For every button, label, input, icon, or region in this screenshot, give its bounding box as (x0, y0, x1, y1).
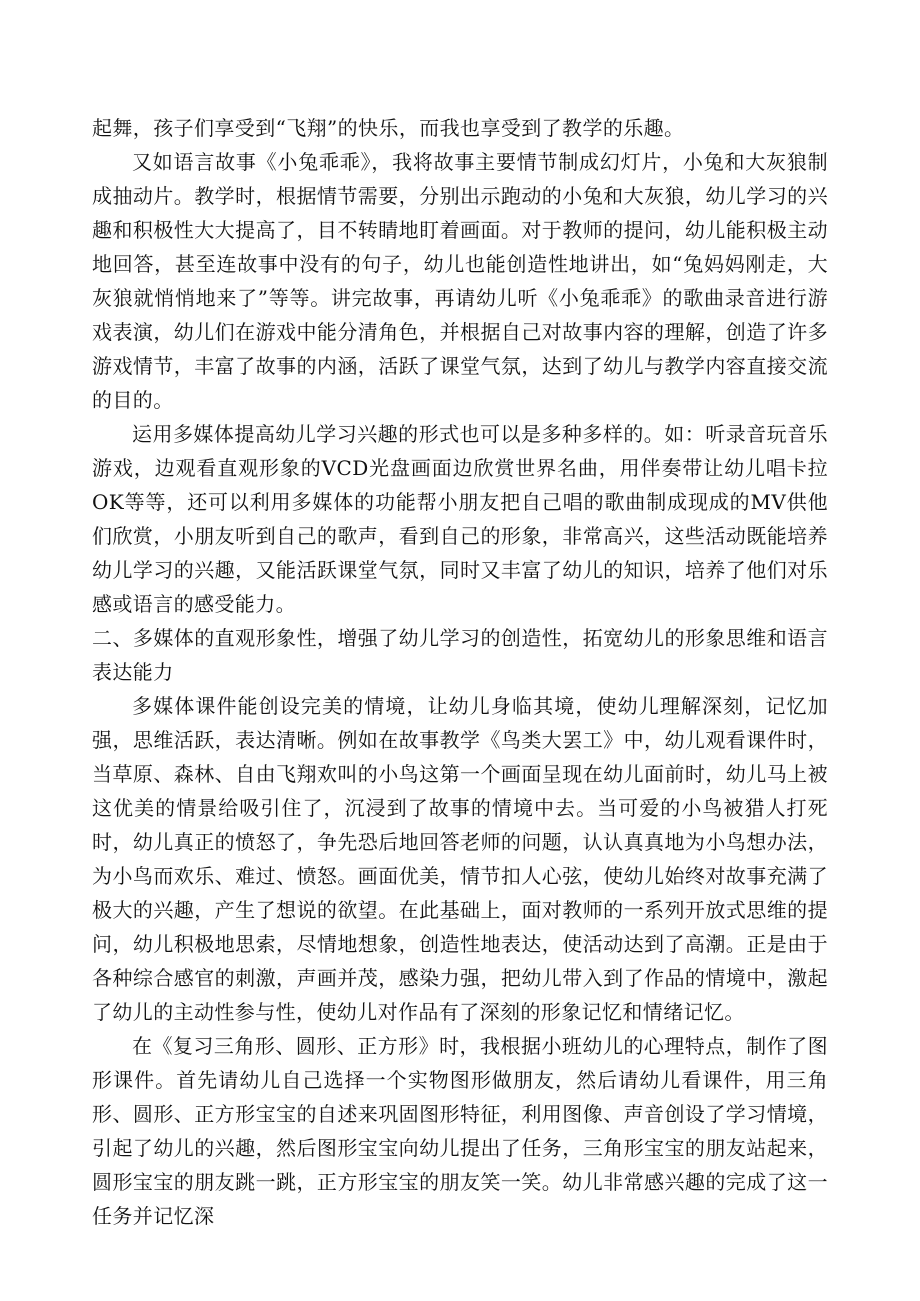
paragraph-story-example: 又如语言故事《小兔乖乖》，我将故事主要情节制成幻灯片，小兔和大灰狼制成抽动片。教学时，根据情节需要，分别出示跑动的小兔和大灰狼，幼儿学习的兴趣和积极性大大提高了，目不转睛地盯着画面。对于教师的提问，幼儿能积极主动地回答，甚至连故事中没有的句子，幼儿也能创造性地讲出，如“兔妈妈刚走，大灰狼就悄悄地来了”等等。讲完故事，再请幼儿听《小兔乖乖》的歌曲录音进行游戏表演，幼儿们在游戏中能分清角色，并根据自己对故事内容的理解，创造了许多游戏情节，丰富了故事的内涵，活跃了课堂气氛，达到了幼儿与教学内容直接交流的目的。 (92, 150, 828, 412)
section-heading-2: 二、多媒体的直观形象性，增强了幼儿学习的创造性，拓宽幼儿的形象思维和语言表达能力 (92, 626, 828, 684)
document-body (92, 111, 828, 1233)
paragraph-shapes-review: 在《复习三角形、圆形、正方形》时，我根据小班幼儿的心理特点，制作了图形课件。首先请幼儿自己选择一个实物图形做朋友，然后请幼儿看课件，用三角形、圆形、正方形宝宝的自述来巩固图形特征，利用图像、声音创设了学习情境，引起了幼儿的兴趣，然后图形宝宝向幼儿提出了任务，三角形宝宝的朋友站起来，圆形宝宝的朋友跳一跳，正方形宝宝的朋友笑一笑。幼儿非常感兴趣的完成了这一任务并记忆深 (92, 1034, 828, 1228)
paragraph-courseware-situation: 多媒体课件能创设完美的情境，让幼儿身临其境，使幼儿理解深刻，记忆加强，思维活跃，表达清晰。例如在故事教学《鸟类大罢工》中，幼儿观看课件时，当草原、森林、自由飞翔欢叫的小鸟这第一个画面呈现在幼儿面前时，幼儿马上被这优美的情景给吸引住了，沉浸到了故事的情境中去。当可爱的小鸟被猎人打死时，幼儿真正的愤怒了，争先恐后地回答老师的问题，认认真真地为小鸟想办法，为小鸟而欢乐、难过、愤怒。画面优美，情节扣人心弦，使幼儿始终对故事充满了极大的兴趣，产生了想说的欲望。在此基础上，面对教师的一系列开放式思维的提问，幼儿积极地思索，尽情地想象，创造性地表达，使活动达到了高潮。正是由于各种综合感官的刺激，声画并茂，感染力强，把幼儿带入到了作品的情境中，激起了幼儿的主动性参与性，使幼儿对作品有了深刻的形象记忆和情绪记忆。 (92, 694, 828, 1024)
paragraph-continuation: 起舞，孩子们享受到“飞翔”的快乐，而我也享受到了教学的乐趣。 (92, 116, 685, 140)
paragraph-multimedia-forms: 运用多媒体提高幼儿学习兴趣的形式也可以是多种多样的。如：听录音玩音乐游戏，边观看直观形象的VCD光盘画面边欣赏世界名曲，用伴奏带让幼儿唱卡拉OK等等，还可以利用多媒体的功能帮小朋友把自己唱的歌曲制成现成的MV供他们欣赏，小朋友听到自己的歌声，看到自己的形象，非常高兴，这些活动既能培养幼儿学习的兴趣，又能活跃课堂气氛，同时又丰富了幼儿的知识，培养了他们对乐感或语言的感受能力。 (92, 422, 828, 616)
